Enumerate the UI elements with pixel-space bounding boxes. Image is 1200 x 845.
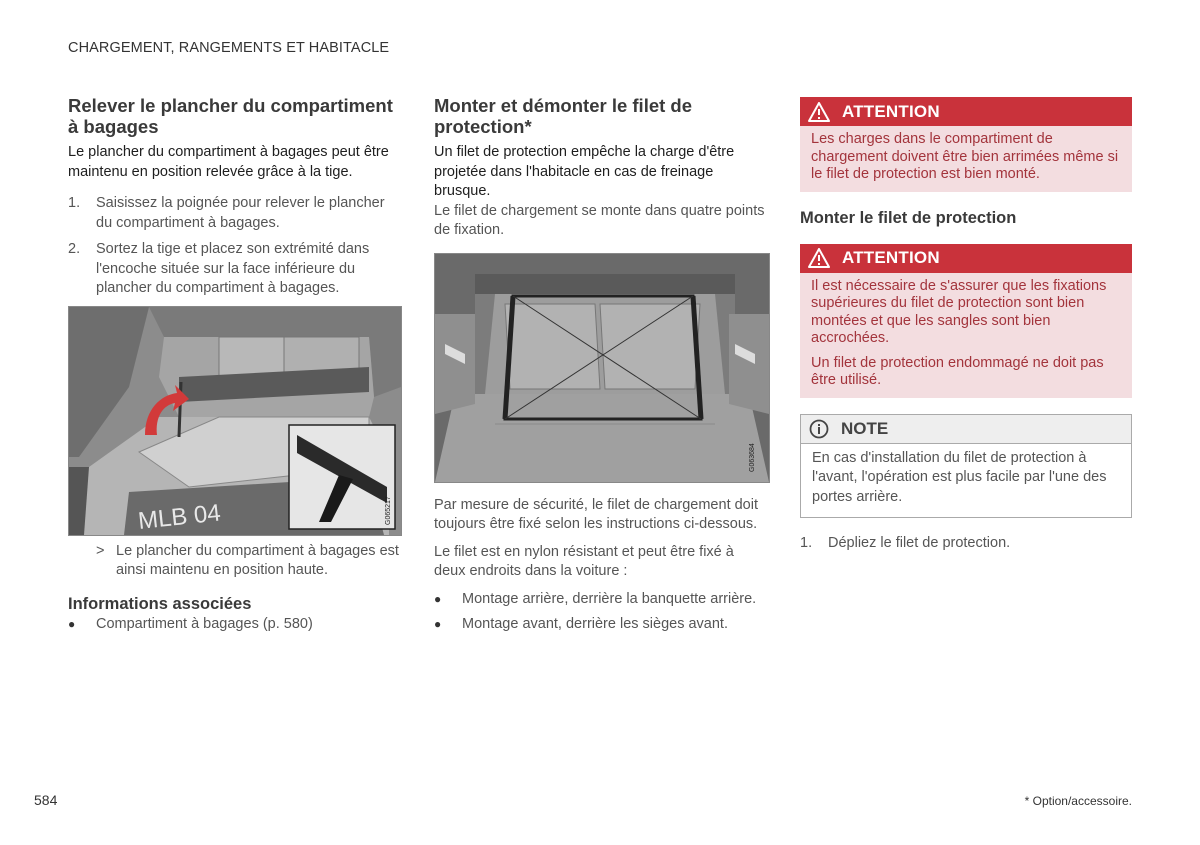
warning-header — [800, 244, 1132, 273]
section-title: Relever le plancher du compartiment à bagages — [68, 95, 393, 137]
safety-paragraph: Par mesure de sécurité, le filet de chargement doit toujours être fixé selon les instructions ci-dessous. — [434, 496, 758, 532]
note-header — [801, 415, 1131, 444]
related-link[interactable] — [68, 615, 400, 635]
trunk-floor-drawing — [69, 307, 401, 535]
result-item — [96, 542, 400, 581]
warning-text: Les charges dans le compartiment de chargement doivent être bien arrimées même si le filet de protection est bien monté. — [811, 131, 1119, 182]
bullet-icon: ● — [434, 591, 442, 606]
list-item — [434, 615, 769, 635]
note-text: En cas d'installation du filet de protection à l'avant, l'opération est plus facile par l'une des portes arrière. — [812, 449, 1107, 505]
step-number: 1. — [68, 195, 81, 211]
warning-body — [800, 126, 1132, 192]
list-item-text: Montage arrière, derrière la banquette arrière. — [462, 590, 757, 607]
warning-label: ATTENTION — [842, 101, 940, 121]
warning-text: Il est nécessaire de s'assurer que les fixations supérieures du filet de protection sont bien montées et que les sangles sont bien accrochées. — [811, 277, 1107, 346]
section-intro: Le plancher du compartiment à bagages peut être maintenu en position relevée grâce à la tige. — [68, 144, 389, 180]
step-item — [800, 534, 1132, 554]
related-title: Informations associées — [68, 594, 252, 613]
note-label: NOTE — [841, 418, 889, 438]
column-protection-net — [434, 95, 769, 641]
page-header: CHARGEMENT, RANGEMENTS ET HABITACLE — [68, 40, 390, 56]
warning-triangle-icon — [808, 102, 830, 122]
trunk-floor-illustration — [68, 306, 402, 536]
page-number: 584 — [34, 792, 58, 808]
list-item — [434, 590, 769, 610]
step-item — [68, 240, 400, 299]
warning-label: ATTENTION — [842, 248, 940, 267]
cargo-net-illustration — [434, 253, 770, 483]
nylon-paragraph: Le filet est en nylon résistant et peut être fixé à deux endroits dans la voiture : — [434, 543, 734, 579]
related-link-text[interactable]: Compartiment à bagages (p. 580) — [96, 615, 313, 632]
warning-triangle-icon — [808, 248, 830, 268]
column-raise-floor — [68, 95, 400, 640]
warning-body — [800, 273, 1132, 398]
step-number: 2. — [68, 241, 81, 257]
figure-code: G065217 — [385, 495, 392, 525]
warning-box — [800, 97, 1132, 192]
subsection-title: Monter le filet de protection — [800, 208, 1017, 227]
warning-header — [800, 97, 1132, 126]
figure-code: G063684 — [749, 442, 756, 472]
warning-text: Un filet de protection endommagé ne doit pas être utilisé. — [811, 354, 1104, 388]
list-item-text: Montage avant, derrière les sièges avant. — [462, 616, 728, 632]
footnote: * Option/accessoire. — [1024, 794, 1132, 808]
bullet-icon: ● — [434, 617, 442, 631]
note-body — [801, 444, 1131, 518]
step-text: Saisissez la poignée pour relever le plancher du compartiment à bagages. — [96, 195, 385, 231]
cargo-net-drawing — [435, 254, 769, 482]
step-number: 1. — [800, 535, 813, 551]
result-text: Le plancher du compartiment à bagages est ainsi maintenu en position haute. — [116, 542, 399, 578]
step-item — [68, 194, 400, 233]
step-text: Dépliez le filet de protection. — [828, 535, 1011, 551]
info-icon — [809, 419, 829, 439]
note-box — [800, 414, 1132, 519]
section-title: Monter et démonter le filet de protection* — [434, 95, 693, 137]
step-text: Sortez la tige et placez son extrémité dans l'encoche située sur la face inférieure du plancher du compartiment à bagages. — [96, 241, 370, 296]
column-warnings — [800, 97, 1132, 561]
section-intro: Un filet de protection empêche la charge d'être projetée dans l'habitacle en cas de freinage brusque. — [434, 144, 735, 199]
result-arrow: > — [96, 542, 105, 559]
warning-box — [800, 244, 1132, 398]
bullet-icon: ● — [68, 616, 76, 631]
section-intro-2: Le filet de chargement se monte dans quatre points de fixation. — [434, 202, 765, 238]
license-plate-text: MLB 04 — [136, 498, 222, 535]
